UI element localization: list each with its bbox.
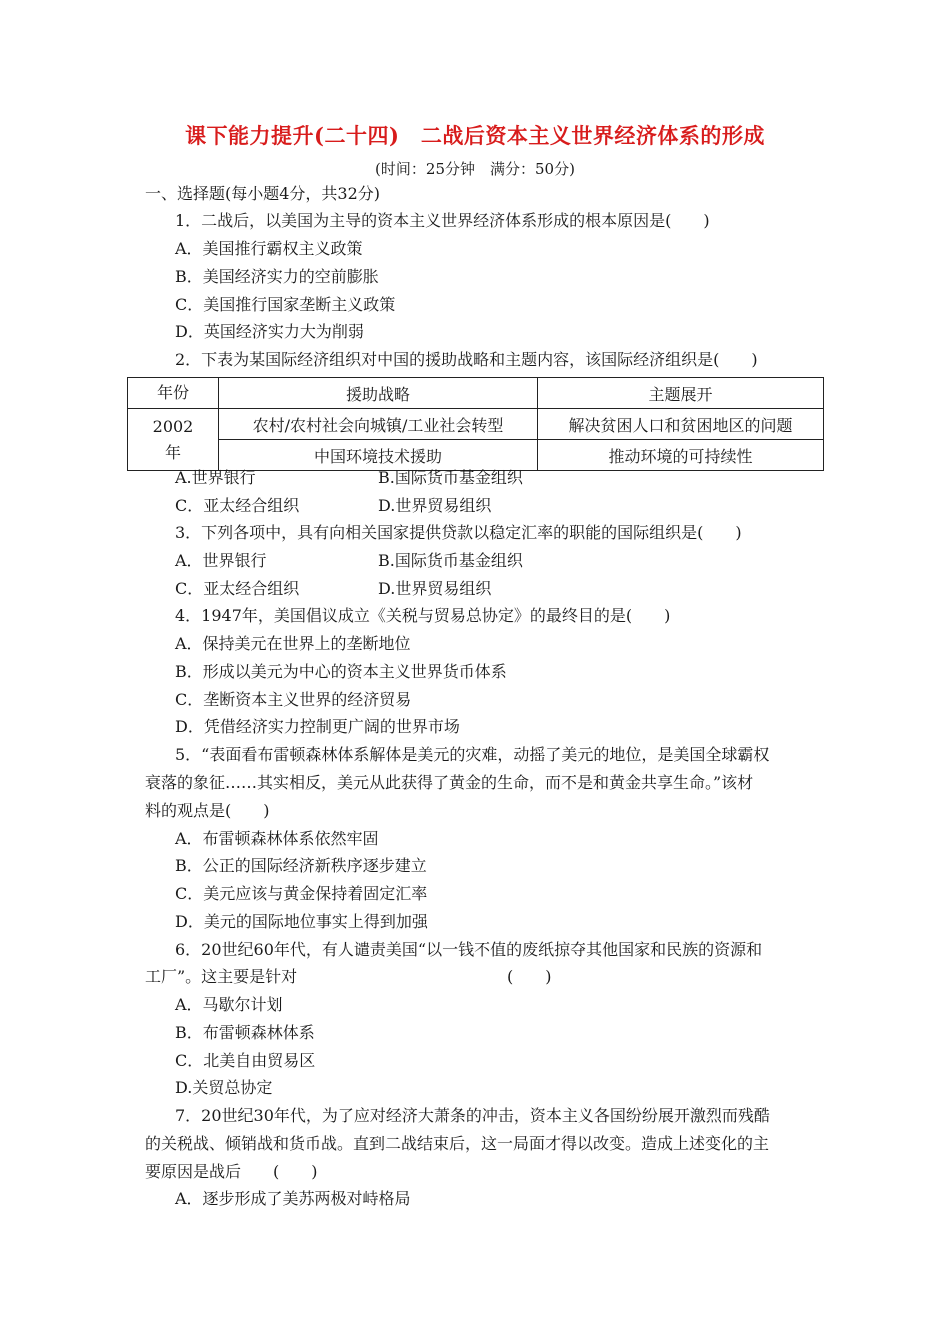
question-6-option-d: D.关贸总协定 — [175, 1078, 273, 1097]
question-6-option-a: A．马歇尔计划 — [175, 995, 283, 1014]
question-2-stem: 2．下表为某国际经济组织对中国的援助战略和主题内容，该国际经济组织是( ) — [175, 350, 758, 369]
question-5-option-c: C．美元应该与黄金保持着固定汇率 — [175, 884, 428, 903]
question-7-stem-line1: 7．20世纪30年代，为了应对经济大萧条的冲击，资本主义各国纷纷展开激烈而残酷 — [175, 1106, 770, 1125]
table-cell-year — [128, 409, 219, 471]
question-6-option-b: B．布雷顿森林体系 — [175, 1023, 315, 1042]
question-6-stem-line2: 工厂”。这主要是针对 — [145, 967, 298, 986]
table-row — [128, 409, 824, 440]
table-cell-strategy: 农村/农村社会向城镇/工业社会转型 — [219, 409, 538, 440]
question-3-option-b: B.国际货币基金组织 — [378, 551, 523, 570]
question-1-option-d: D．英国经济实力大为削弱 — [175, 322, 364, 341]
question-5-option-b: B．公正的国际经济新秩序逐步建立 — [175, 856, 427, 875]
question-1-option-c: C．美国推行国家垄断主义政策 — [175, 295, 396, 314]
time-score-note: (时间：25分钟 满分：50分) — [375, 160, 575, 178]
question-7-option-a: A．逐步形成了美苏两极对峙格局 — [175, 1189, 411, 1208]
table-row — [128, 440, 824, 471]
table-header-year: 年份 — [128, 378, 219, 409]
question-3-stem: 3．下列各项中，具有向相关国家提供贷款以稳定汇率的职能的国际组织是( ) — [175, 523, 742, 542]
question-5-stem-line3: 料的观点是( ) — [145, 801, 270, 820]
question-2-option-c: C．亚太经合组织 — [175, 496, 300, 515]
question-3-option-a: A．世界银行 — [175, 551, 267, 570]
table-header-theme: 主题展开 — [538, 378, 824, 409]
question-3-option-d: D.世界贸易组织 — [378, 579, 492, 598]
section-heading: 一、选择题(每小题4分，共32分) — [145, 184, 381, 203]
question-5-option-d: D．美元的国际地位事实上得到加强 — [175, 912, 428, 931]
question-4-option-c: C．垄断资本主义世界的经济贸易 — [175, 690, 412, 709]
table-cell-strategy: 中国环境技术援助 — [219, 440, 538, 471]
question-7-stem-line3: 要原因是战后 ( ) — [145, 1162, 318, 1181]
year-suffix: 年 — [164, 442, 181, 462]
page-title: 课下能力提升(二十四) 二战后资本主义世界经济体系的形成 — [185, 123, 765, 148]
question-4-option-b: B．形成以美元为中心的资本主义世界货币体系 — [175, 662, 507, 681]
question-1-option-a: A．美国推行霸权主义政策 — [175, 239, 363, 258]
question-5-stem-line2: 衰落的象征……其实相反，美元从此获得了黄金的生命，而不是和黄金共享生命。”该材 — [145, 773, 754, 792]
question-2-option-d: D.世界贸易组织 — [378, 496, 492, 515]
question-5-stem-line1: 5．“表面看布雷顿森林体系解体是美元的灾难，动摇了美元的地位，是美国全球霸权 — [175, 745, 770, 764]
table-header-row — [128, 378, 824, 409]
question-4-stem: 4．1947年，美国倡议成立《关税与贸易总协定》的最终目的是( ) — [175, 606, 671, 625]
question-6-option-c: C．北美自由贸易区 — [175, 1051, 316, 1070]
aid-table — [127, 377, 824, 471]
question-7-stem-line2: 的关税战、倾销战和货币战。直到二战结束后，这一局面才得以改变。造成上述变化的主 — [145, 1134, 770, 1153]
table-header-strategy: 援助战略 — [219, 378, 538, 409]
question-1-option-b: B．美国经济实力的空前膨胀 — [175, 267, 379, 286]
question-4-option-d: D．凭借经济实力控制更广阔的世界市场 — [175, 717, 460, 736]
question-6-answer-blank: ( ) — [507, 967, 552, 986]
question-4-option-a: A．保持美元在世界上的垄断地位 — [175, 634, 411, 653]
question-2-option-a: A.世界银行 — [175, 468, 256, 487]
question-1-stem: 1．二战后，以美国为主导的资本主义世界经济体系形成的根本原因是( ) — [175, 211, 710, 230]
question-6-stem-line1: 6．20世纪60年代，有人谴责美国“以一钱不值的废纸掠夺其他国家和民族的资源和 — [175, 940, 763, 959]
question-3-option-c: C．亚太经合组织 — [175, 579, 300, 598]
year-value: 2002 — [152, 416, 194, 436]
table-cell-theme: 解决贫困人口和贫困地区的问题 — [538, 409, 824, 440]
question-2-option-b: B.国际货币基金组织 — [378, 468, 523, 487]
question-5-option-a: A．布雷顿森林体系依然牢固 — [175, 829, 379, 848]
table-cell-theme: 推动环境的可持续性 — [538, 440, 824, 471]
